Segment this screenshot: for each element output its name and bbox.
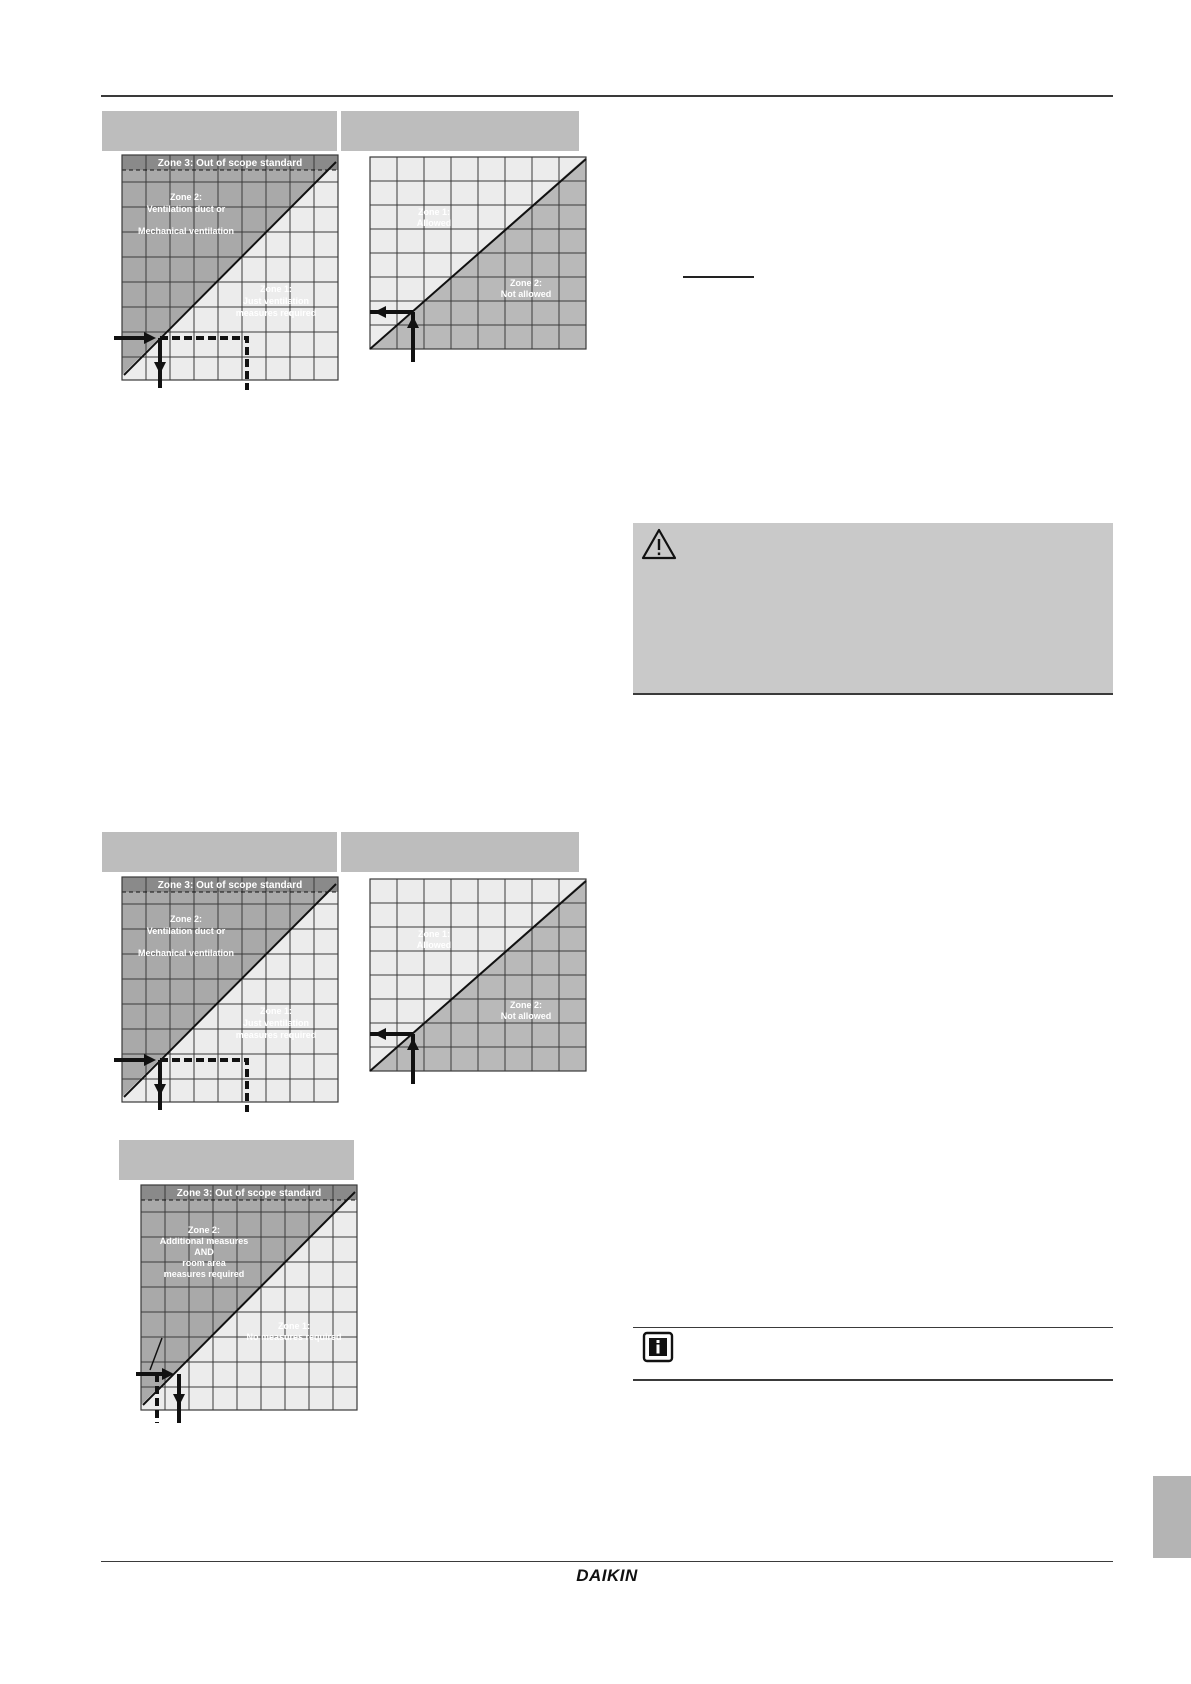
zone-3-label: Zone 3: Out of scope standard: [157, 880, 303, 891]
chart-header-box-left-2: [102, 832, 337, 872]
zone-chart-left-2: [110, 872, 350, 1117]
zone-chart-left-1: [110, 150, 350, 395]
svg-text:Zone 1:: Zone 1:: [417, 929, 451, 939]
svg-text:AND: AND: [194, 1247, 214, 1257]
svg-text:room area: room area: [182, 1258, 226, 1268]
svg-text:Zone 2:: Zone 2:: [509, 278, 543, 288]
zone-1-label: [417, 929, 452, 950]
zone-1-label: [417, 207, 452, 228]
svg-text:Zone 1:: Zone 1:: [417, 207, 451, 217]
info-note-top-rule: [633, 1327, 1113, 1328]
zone-chart-right-2: [356, 872, 596, 1092]
svg-text:Just ventilation: Just ventilation: [242, 296, 310, 306]
svg-text:Mechanical ventilation: Mechanical ventilation: [137, 948, 235, 958]
zone-chart-right-1: [356, 150, 596, 370]
svg-text:measures required: measures required: [235, 308, 317, 318]
svg-text:Zone 1:: Zone 1:: [259, 284, 293, 294]
svg-text:Allowed: Allowed: [416, 218, 452, 228]
chart-header-box-right-2: [341, 832, 579, 872]
warning-note-bottom-rule: [633, 693, 1113, 695]
chart-header-box-bottom: [119, 1140, 354, 1180]
svg-text:Zone 1:: Zone 1:: [259, 1006, 293, 1016]
svg-text:Zone 2:: Zone 2:: [509, 1000, 543, 1010]
warning-triangle-icon: [641, 528, 677, 560]
svg-text:Zone 2:: Zone 2:: [169, 192, 203, 202]
svg-text:No measures required: No measures required: [246, 1332, 342, 1342]
zone-chart-bottom: [128, 1180, 368, 1425]
svg-text:Zone 2:: Zone 2:: [187, 1225, 221, 1235]
svg-text:Ventilation duct or: Ventilation duct or: [146, 204, 226, 214]
svg-text:Allowed: Allowed: [416, 940, 452, 950]
daikin-logo: DAIKIN: [576, 1566, 638, 1585]
svg-text:measures required: measures required: [235, 1030, 317, 1040]
footer-rule: [101, 1561, 1113, 1562]
chart-header-box-right-1: [341, 111, 579, 151]
svg-text:Just ventilation: Just ventilation: [242, 1018, 310, 1028]
svg-text:Mechanical ventilation: Mechanical ventilation: [137, 226, 235, 236]
svg-text:Zone 1:: Zone 1:: [277, 1321, 311, 1331]
info-note-bottom-rule: [633, 1379, 1113, 1381]
svg-text:Zone 2:: Zone 2:: [169, 914, 203, 924]
zone-3-label: Zone 3: Out of scope standard: [157, 158, 303, 169]
chart-header-box-left-1: [102, 111, 337, 151]
text-underline-fragment: [683, 276, 754, 278]
svg-text:measures required: measures required: [163, 1269, 245, 1279]
chapter-side-tab: [1153, 1476, 1191, 1558]
svg-text:Not allowed: Not allowed: [500, 1011, 552, 1021]
svg-text:Additional measures: Additional measures: [159, 1236, 249, 1246]
header-rule: [101, 95, 1113, 97]
svg-text:Ventilation duct or: Ventilation duct or: [146, 926, 226, 936]
info-icon: [642, 1331, 674, 1363]
svg-text:Not allowed: Not allowed: [500, 289, 552, 299]
zone-3-label: Zone 3: Out of scope standard: [176, 1188, 322, 1199]
warning-note-panel: [633, 523, 1113, 693]
